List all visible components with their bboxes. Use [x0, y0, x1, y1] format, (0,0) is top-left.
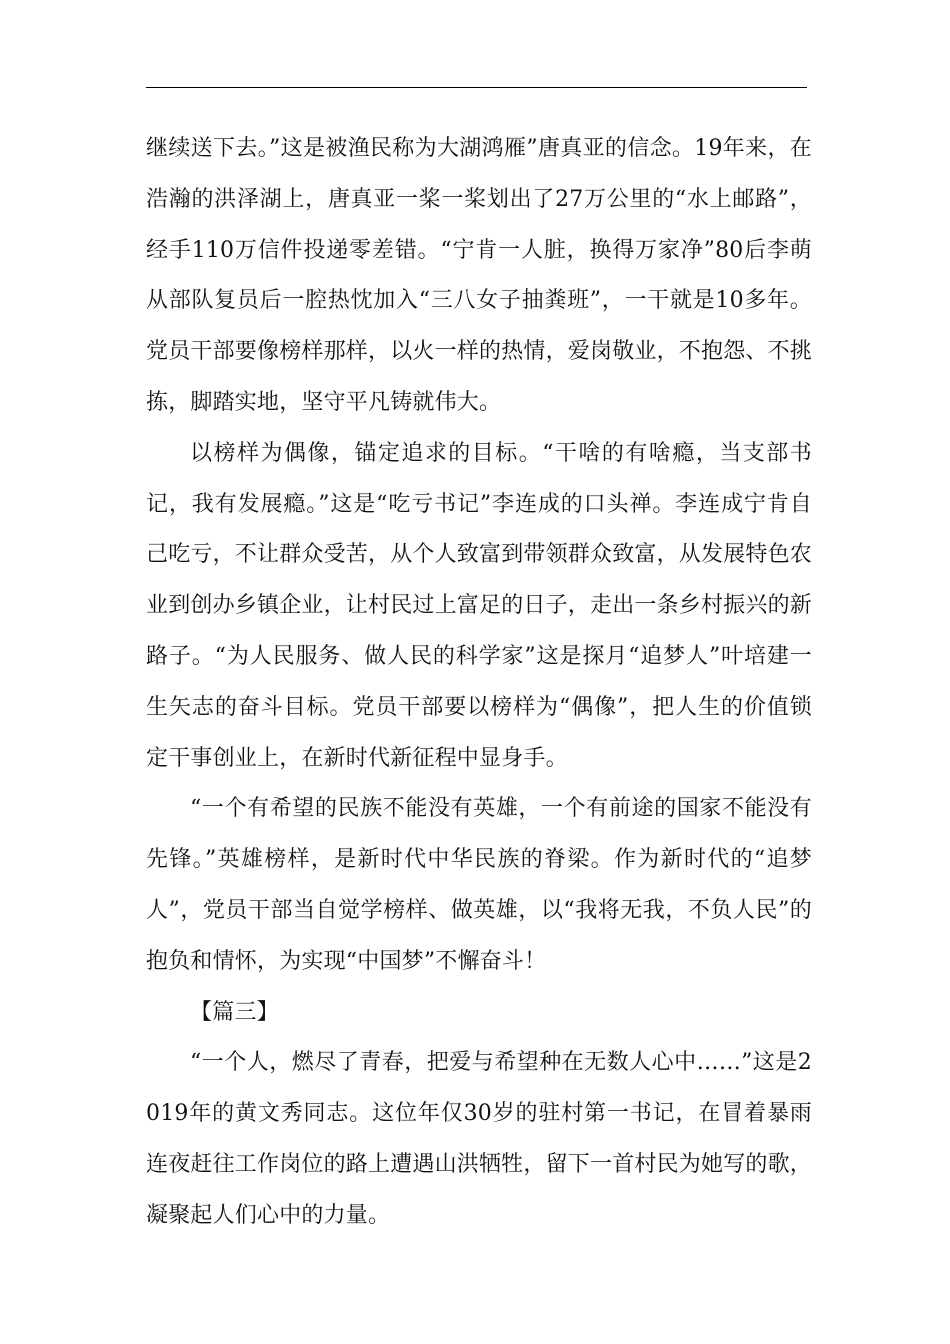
body-text — [146, 124, 812, 1242]
header-rule — [146, 87, 807, 88]
paragraph-1: 继续送下去。”这是被渔民称为大湖鸿雁”唐真亚的信念。19年来，在浩瀚的洪泽湖上，唐真亚一桨一桨划出了27万公里的“水上邮路”，经手110万信件投递零差错。“宁肯一人脏，换得万家净”80后李萌从部队复员后一腔热忱加入“三八女子抽粪班”，一干就是10多年。党员干部要像榜样那样，以火一样的热情，爱岗敬业，不抱怨、不挑拣，脚踏实地，坚守平凡铸就伟大。 — [146, 136, 813, 415]
paragraph-2: 以榜样为偶像，锚定追求的目标。“干啥的有啥瘾，当支部书记，我有发展瘾。”这是“吃亏书记”李连成的口头禅。李连成宁肯自己吃亏，不让群众受苦，从个人致富到带领群众致富，从发展特色农业到创办乡镇企业，让村民过上富足的日子，走出一条乡村振兴的新路子。“为人民服务、做人民的科学家”这是探月“追梦人”叶培建一生矢志的奋斗目标。党员干部要以榜样为“偶像”，把人生的价值锁定干事创业上，在新时代新征程中显身手。 — [146, 440, 813, 771]
paragraph-3: “一个有希望的民族不能没有英雄，一个有前途的国家不能没有先锋。”英雄榜样，是新时代中华民族的脊梁。作为新时代的“追梦人”，党员干部当自觉学榜样、做英雄，以“我将无我，不负人民”的抱负和情怀，为实现“中国梦”不懈奋斗！ — [146, 796, 812, 974]
paragraph-4: “一个人，燃尽了青春，把爱与希望种在无数人心中……”这是2019年的黄文秀同志。这位年仅30岁的驻村第一书记，在冒着暴雨连夜赶往工作岗位的路上遭遇山洪牺牲，留下一首村民为她写的歌，凝聚起人们心中的力量。 — [146, 1050, 813, 1228]
section-heading: 【篇三】 — [190, 999, 279, 1025]
